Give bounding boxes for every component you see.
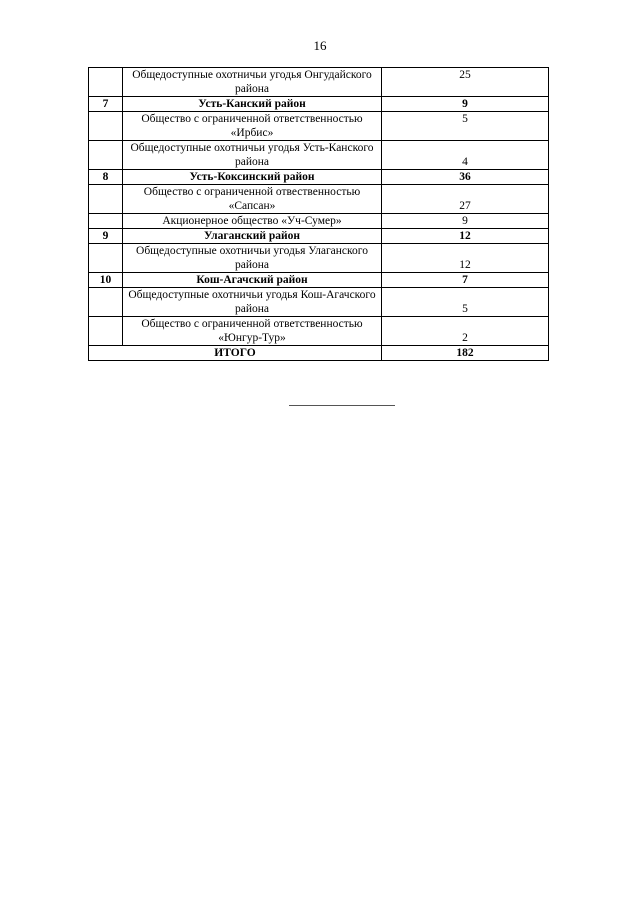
row-name: Общедоступные охотничьи угодья Улаганского района bbox=[123, 244, 382, 273]
table-row bbox=[89, 273, 549, 288]
quota-table-body bbox=[89, 68, 549, 361]
table-row bbox=[89, 112, 549, 141]
row-name: Общество с ограниченной ответственностью «Ирбис» bbox=[123, 112, 382, 141]
row-value: 12 bbox=[382, 244, 549, 273]
table-row bbox=[89, 317, 549, 346]
row-name: Акционерное общество «Уч-Сумер» bbox=[123, 214, 382, 229]
quota-table bbox=[88, 67, 549, 361]
row-number bbox=[89, 244, 123, 273]
table-row bbox=[89, 229, 549, 244]
row-number bbox=[89, 317, 123, 346]
row-number bbox=[89, 141, 123, 170]
table-row bbox=[89, 185, 549, 214]
row-name: Общедоступные охотничьи угодья Онгудайского района bbox=[123, 68, 382, 97]
row-number: 8 bbox=[89, 170, 123, 185]
row-value: 9 bbox=[382, 97, 549, 112]
row-name: Кош-Агачский район bbox=[123, 273, 382, 288]
row-number: 10 bbox=[89, 273, 123, 288]
row-number bbox=[89, 214, 123, 229]
row-value: 2 bbox=[382, 317, 549, 346]
table-row bbox=[89, 288, 549, 317]
row-name: Улаганский район bbox=[123, 229, 382, 244]
row-number: 7 bbox=[89, 97, 123, 112]
row-name: Усть-Коксинский район bbox=[123, 170, 382, 185]
row-value: 5 bbox=[382, 112, 549, 141]
row-value: 36 bbox=[382, 170, 549, 185]
total-row bbox=[89, 346, 549, 361]
total-label: ИТОГО bbox=[89, 346, 382, 361]
row-number bbox=[89, 112, 123, 141]
row-value: 4 bbox=[382, 141, 549, 170]
table-row bbox=[89, 170, 549, 185]
row-name: Общество с ограниченной ответственностью «Юнгур-Тур» bbox=[123, 317, 382, 346]
row-value: 9 bbox=[382, 214, 549, 229]
row-name: Усть-Канский район bbox=[123, 97, 382, 112]
row-value: 27 bbox=[382, 185, 549, 214]
table-row bbox=[89, 214, 549, 229]
row-number bbox=[89, 68, 123, 97]
table-row bbox=[89, 244, 549, 273]
total-value: 182 bbox=[382, 346, 549, 361]
row-value: 12 bbox=[382, 229, 549, 244]
end-divider bbox=[289, 405, 395, 406]
row-name: Общество с ограниченной отвественностью «Сапсан» bbox=[123, 185, 382, 214]
row-value: 25 bbox=[382, 68, 549, 97]
row-value: 5 bbox=[382, 288, 549, 317]
row-number bbox=[89, 185, 123, 214]
page-number: 16 bbox=[313, 38, 327, 53]
table-row bbox=[89, 141, 549, 170]
table-row bbox=[89, 68, 549, 97]
row-number bbox=[89, 288, 123, 317]
row-name: Общедоступные охотничьи угодья Усть-Канского района bbox=[123, 141, 382, 170]
row-number: 9 bbox=[89, 229, 123, 244]
table-row bbox=[89, 97, 549, 112]
row-value: 7 bbox=[382, 273, 549, 288]
row-name: Общедоступные охотничьи угодья Кош-Агачского района bbox=[123, 288, 382, 317]
